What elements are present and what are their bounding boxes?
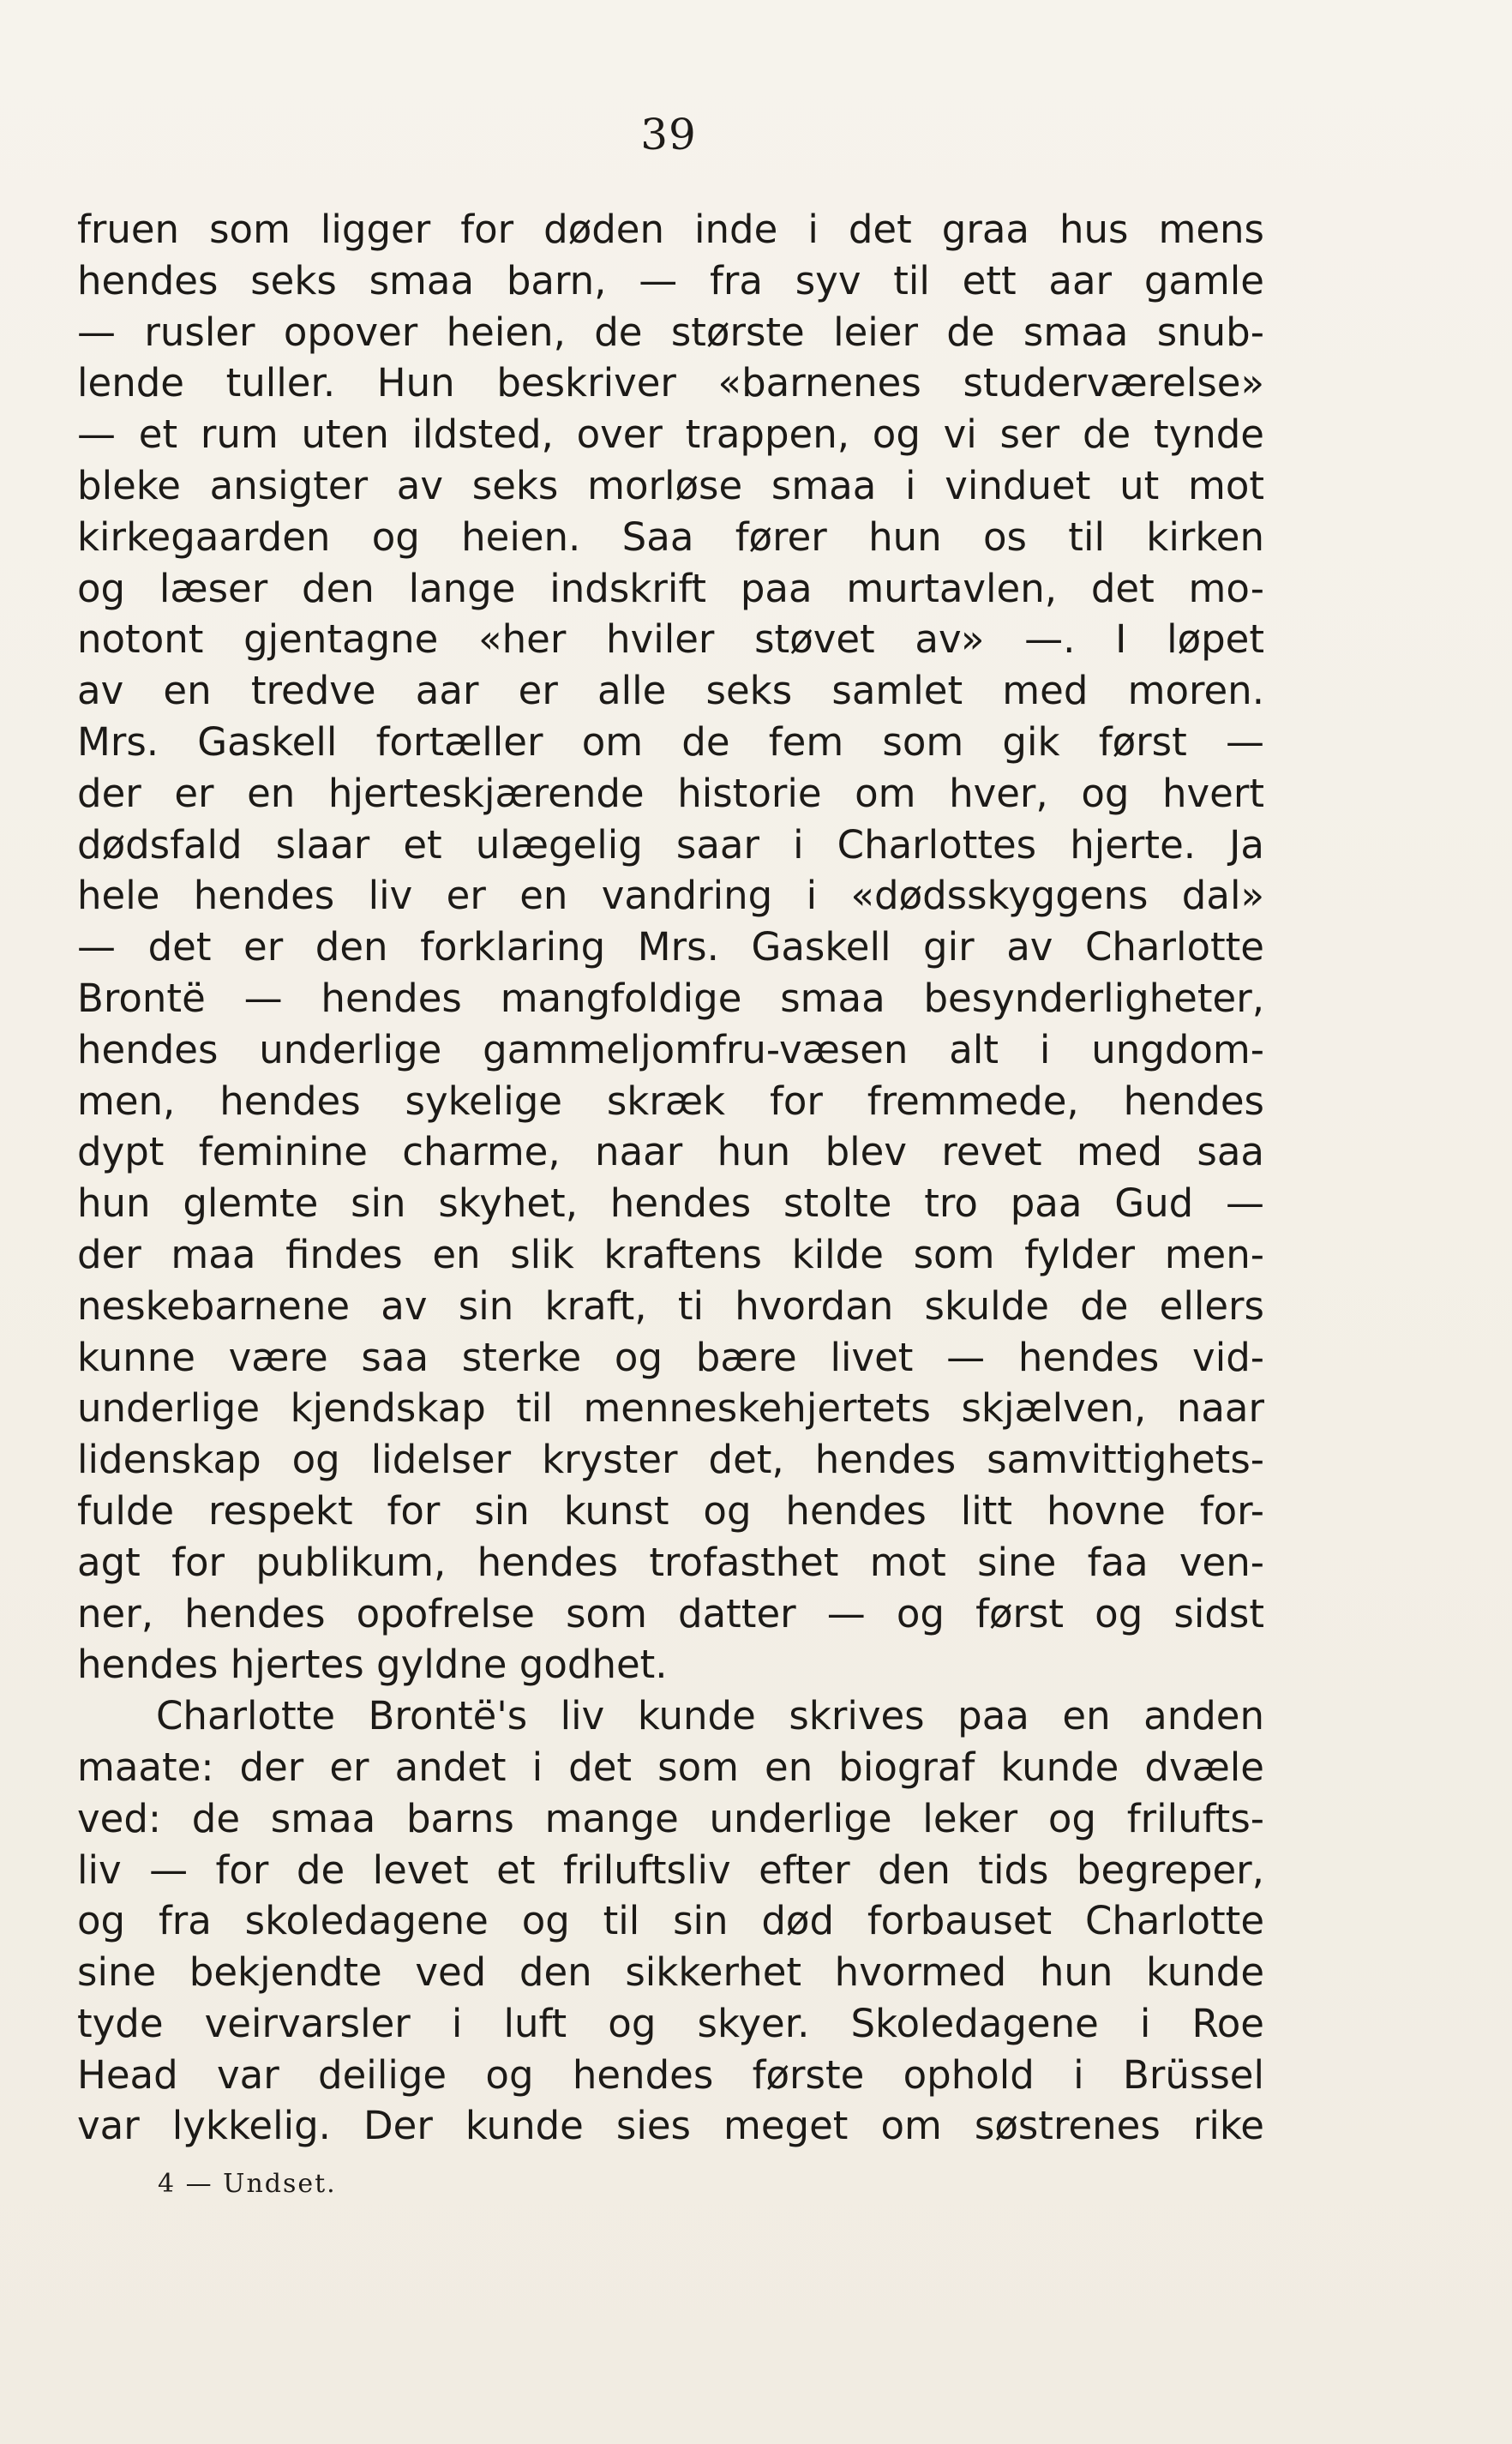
text-line: — det er den forklaring Mrs. Gaskell gir av Charlotte bbox=[77, 924, 1264, 970]
text-line: — et rum uten ildsted, over trappen, og vi ser de tynde bbox=[77, 411, 1264, 458]
text-line: dødsfald slaar et ulægelig saar i Charlottes hjerte. Ja bbox=[77, 821, 1264, 868]
text-line: underlige kjendskap til menneskehjertets skjælven, naar bbox=[77, 1385, 1264, 1432]
text-line: fulde respekt for sin kunst og hendes litt hovne for- bbox=[77, 1487, 1264, 1534]
page-number: 39 bbox=[640, 110, 697, 159]
text-line: av en tredve aar er alle seks samlet med moren. bbox=[77, 668, 1264, 714]
body-text bbox=[77, 204, 1264, 2152]
text-line: lidenskap og lidelser kryster det, hendes samvittighets- bbox=[77, 1437, 1264, 1483]
text-line: notont gjentagne «her hviler støvet av» —. I løpet bbox=[77, 616, 1264, 663]
text-line: sine bekjendte ved den sikkerhet hvormed hun kunde bbox=[77, 1949, 1264, 1996]
text-line: Mrs. Gaskell fortæller om de fem som gik først — bbox=[77, 718, 1264, 765]
text-line: ner, hendes opofrelse som datter — og først og sidst bbox=[77, 1590, 1264, 1636]
text-line: tyde veirvarsler i luft og skyer. Skoledagene i Roe bbox=[77, 2000, 1264, 2046]
text-line: Brontë — hendes mangfoldige smaa besynderligheter, bbox=[77, 975, 1264, 1021]
text-line: — rusler opover heien, de største leier de smaa snub- bbox=[77, 309, 1264, 355]
text-line: Charlotte Brontë's liv kunde skrives paa en anden bbox=[156, 1693, 1264, 1739]
text-line: liv — for de levet et friluftsliv efter den tids begreper, bbox=[77, 1847, 1264, 1893]
text-line: og læser den lange indskrift paa murtavlen, det mo- bbox=[77, 565, 1264, 611]
text-line: men, hendes sykelige skræk for fremmede, hendes bbox=[77, 1078, 1264, 1124]
text-line: der maa findes en slik kraftens kilde som fylder men- bbox=[77, 1231, 1264, 1277]
text-line: dypt feminine charme, naar hun blev revet med saa bbox=[77, 1129, 1264, 1175]
text-line: Head var deilige og hendes første ophold i Brüssel bbox=[77, 2051, 1264, 2098]
text-line: kunne være saa sterke og bære livet — hendes vid- bbox=[77, 1334, 1264, 1380]
text-line: hendes underlige gammeljomfru-væsen alt i ungdom- bbox=[77, 1026, 1264, 1072]
text-line: bleke ansigter av seks morløse smaa i vinduet ut mot bbox=[77, 462, 1264, 508]
printer-signature: 4 — Undset. bbox=[158, 2169, 337, 2199]
text-line: der er en hjerteskjærende historie om hver, og hvert bbox=[77, 770, 1264, 816]
text-line: fruen som ligger for døden inde i det graa hus mens bbox=[77, 207, 1264, 252]
text-line: hele hendes liv er en vandring i «dødsskyggens dal» bbox=[77, 873, 1264, 919]
text-line: ved: de smaa barns mange underlige leker og frilufts- bbox=[77, 1795, 1264, 1841]
text-line: maate: der er andet i det som en biograf kunde dvæle bbox=[77, 1744, 1264, 1790]
text-line: og fra skoledagene og til sin død forbauset Charlotte bbox=[77, 1898, 1264, 1944]
text-line: neskebarnene av sin kraft, ti hvordan skulde de ellers bbox=[77, 1282, 1264, 1329]
text-line: agt for publikum, hendes trofasthet mot sine faa ven- bbox=[77, 1539, 1264, 1585]
text-line: var lykkelig. Der kunde sies meget om søstrenes rike bbox=[77, 2103, 1264, 2149]
text-line: hendes seks smaa barn, — fra syv til ett aar gamle bbox=[77, 257, 1264, 303]
text-line: hendes hjertes gyldne godhet. bbox=[77, 1642, 668, 1688]
text-line: lende tuller. Hun beskriver «barnenes studerværelse» bbox=[77, 360, 1264, 406]
text-line: hun glemte sin skyhet, hendes stolte tro paa Gud — bbox=[77, 1180, 1264, 1227]
text-line: kirkegaarden og heien. Saa fører hun os til kirken bbox=[77, 513, 1264, 560]
